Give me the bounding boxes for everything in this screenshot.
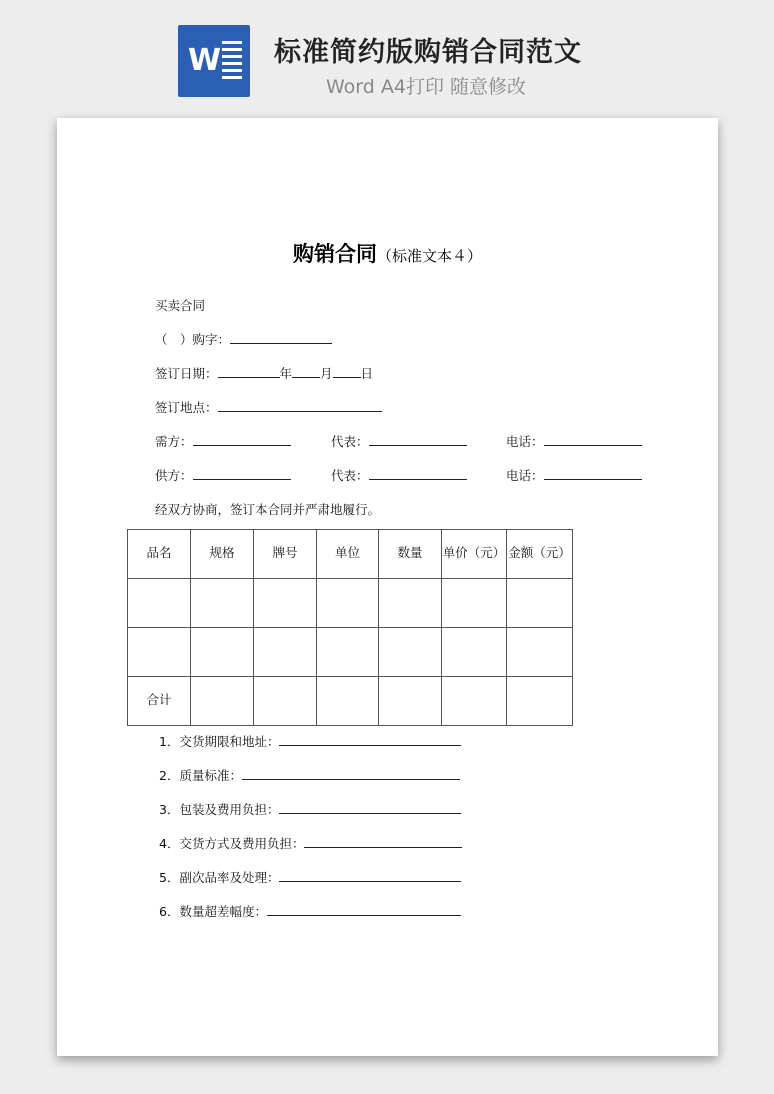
table-cell[interactable] [317, 628, 379, 677]
goods-table [127, 529, 573, 726]
buyer-phone [506, 432, 642, 450]
table-cell[interactable] [507, 579, 573, 628]
table-cell[interactable] [507, 677, 573, 726]
table-cell[interactable] [379, 579, 442, 628]
table-cell[interactable] [191, 628, 254, 677]
contract-number-label: （ ）购字： [155, 332, 231, 347]
column-header-brand: 牌号 [254, 530, 317, 579]
year-label: 年 [279, 366, 293, 381]
clause-label: 5．副次品率及处理： [159, 870, 280, 885]
total-label: 合计 [128, 677, 191, 726]
clause-blank[interactable] [279, 869, 461, 882]
month-label: 月 [320, 366, 333, 381]
table-cell[interactable] [442, 677, 507, 726]
column-header-spec: 规格 [191, 530, 254, 579]
word-icon-letter: W [188, 43, 222, 78]
buyer-blank[interactable] [193, 433, 291, 446]
page-title: 标准简约版购销合同范文 [274, 37, 582, 68]
clause-blank[interactable] [242, 767, 460, 780]
sign-place-label: 签订地点： [155, 400, 218, 415]
column-header-amount: 金额（元） [507, 530, 573, 579]
table-cell[interactable] [317, 677, 379, 726]
table-cell[interactable] [191, 677, 254, 726]
seller-phone [506, 466, 642, 484]
clause-blank[interactable] [279, 733, 461, 746]
table-cell[interactable] [128, 579, 191, 628]
table-cell[interactable] [442, 628, 507, 677]
table-cell[interactable] [128, 628, 191, 677]
table-cell[interactable] [379, 628, 442, 677]
buyer-phone-blank[interactable] [544, 433, 642, 446]
column-header-quantity: 数量 [379, 530, 442, 579]
table-row [128, 628, 573, 677]
table-header-row [128, 530, 573, 579]
clause-packaging [159, 800, 461, 818]
seller-blank[interactable] [193, 467, 291, 480]
buyer-representative [331, 432, 467, 450]
buyer-label: 需方： [155, 434, 193, 449]
document-title-main: 购销合同 [292, 242, 377, 266]
buyer-representative-blank[interactable] [369, 433, 467, 446]
seller-label: 供方： [155, 468, 193, 483]
table-cell[interactable] [254, 677, 317, 726]
sign-date-line [155, 364, 373, 382]
column-header-name: 品名 [128, 530, 191, 579]
page-subtitle: Word A4打印 随意修改 [326, 76, 527, 98]
buyer-line [155, 432, 291, 450]
clause-blank[interactable] [279, 801, 461, 814]
document-title-sub: （标准文本４） [376, 247, 482, 265]
seller-representative-blank[interactable] [369, 467, 467, 480]
buyer-phone-label: 电话： [506, 434, 544, 449]
clause-label: 2．质量标准： [159, 768, 242, 783]
clause-label: 6．数量超差幅度： [159, 904, 267, 919]
clause-label: 1．交货期限和地址： [159, 734, 280, 749]
clause-label: 3．包装及费用负担： [159, 802, 280, 817]
document-title [57, 238, 718, 268]
seller-representative [331, 466, 467, 484]
column-header-unit-price: 单价（元） [442, 530, 507, 579]
day-blank[interactable] [333, 365, 361, 378]
table-cell[interactable] [507, 628, 573, 677]
table-cell[interactable] [379, 677, 442, 726]
day-label: 日 [360, 366, 374, 381]
table-total-row [128, 677, 573, 726]
sign-date-label: 签订日期： [155, 366, 218, 381]
month-blank[interactable] [292, 365, 320, 378]
contract-number-line [155, 330, 332, 348]
table-cell[interactable] [254, 628, 317, 677]
clause-label: 4．交货方式及费用负担： [159, 836, 305, 851]
seller-line [155, 466, 291, 484]
sign-place-blank[interactable] [218, 399, 382, 412]
seller-phone-label: 电话： [506, 468, 544, 483]
column-header-unit: 单位 [317, 530, 379, 579]
table-cell[interactable] [191, 579, 254, 628]
word-app-icon [178, 25, 250, 97]
document-lines-icon [222, 41, 242, 83]
agreement-text: 经双方协商，签订本合同并严肃地履行。 [155, 502, 381, 517]
table-cell[interactable] [254, 579, 317, 628]
contract-number-blank[interactable] [230, 331, 332, 344]
clause-defect-rate [159, 868, 461, 886]
clause-delivery-method [159, 834, 462, 852]
clause-quality [159, 766, 460, 784]
document-page [57, 118, 718, 1056]
clause-delivery-term [159, 732, 461, 750]
year-blank[interactable] [218, 365, 280, 378]
clause-blank[interactable] [267, 903, 461, 916]
clause-quantity-tolerance [159, 902, 461, 920]
clause-blank[interactable] [304, 835, 462, 848]
table-cell[interactable] [317, 579, 379, 628]
contract-type-line: 买卖合同 [155, 298, 206, 313]
seller-phone-blank[interactable] [544, 467, 642, 480]
table-cell[interactable] [442, 579, 507, 628]
buyer-representative-label: 代表： [331, 434, 369, 449]
sign-place-line [155, 398, 382, 416]
table-row [128, 579, 573, 628]
seller-representative-label: 代表： [331, 468, 369, 483]
